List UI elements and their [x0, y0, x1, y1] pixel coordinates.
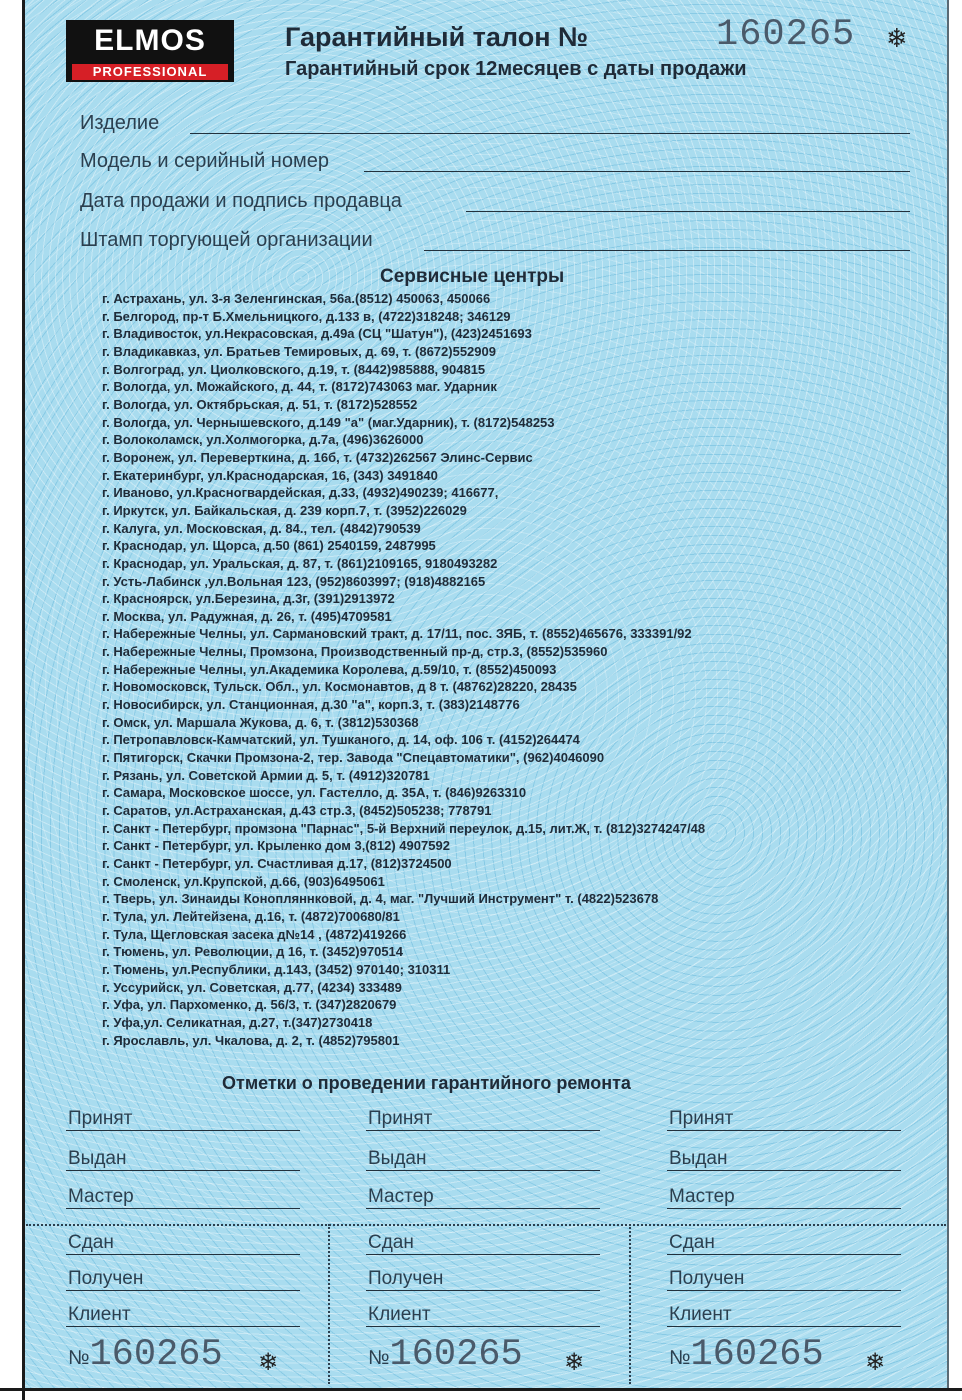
- received-label: Получен: [368, 1268, 444, 1289]
- accepted-label: Принят: [368, 1108, 433, 1129]
- tear-line-horizontal: [26, 1224, 946, 1226]
- service-center-item: г. Волоколамск, ул.Холмогорка, д.7а, (496)3626000: [102, 432, 424, 448]
- master-line[interactable]: [366, 1208, 600, 1209]
- accepted-line[interactable]: [366, 1130, 600, 1131]
- handed-line[interactable]: [366, 1254, 600, 1255]
- service-center-item: г. Омск, ул. Маршала Жукова, д. 6, т. (3812)530368: [102, 714, 419, 730]
- client-label: Клиент: [368, 1304, 431, 1325]
- service-center-item: г. Ярославль, ул. Чкалова, д. 2, т. (4852)795801: [102, 1032, 400, 1048]
- field-sale-label: Дата продажи и подпись продавца: [80, 190, 402, 212]
- card-edge-left: [22, 0, 25, 1400]
- card-number: 160265: [716, 14, 856, 56]
- service-center-item: г. Тверь, ул. Зинаиды Конопляннковой, д. 4, маг. "Лучший Инструмент" т. (4822)523678: [102, 891, 659, 907]
- repair-column-3: [667, 0, 907, 1400]
- service-center-item: г. Белгород, пр-т Б.Хмельницкого, д.133 в, (4722)318248; 346129: [102, 308, 511, 324]
- issued-line[interactable]: [667, 1170, 901, 1171]
- snowflake-icon: ❄: [886, 24, 908, 54]
- accepted-line[interactable]: [667, 1130, 901, 1131]
- service-center-item: г. Набережные Челны, ул.Академика Королева, д.59/10, т. (8552)450093: [102, 661, 557, 677]
- service-center-item: г. Новомосковск, Тульск. Обл., ул. Космонавтов, д 8 т. (48762)28220, 28435: [102, 679, 577, 695]
- service-center-item: г. Санкт - Петербург, ул. Счастливая д.17, (812)3724500: [102, 856, 452, 871]
- coupon-number-value: 160265: [89, 1334, 223, 1376]
- logo-sub: PROFESSIONAL: [72, 64, 228, 80]
- service-center-item: г. Тюмень, ул. Революции, д 16, т. (3452)970514: [102, 944, 404, 960]
- client-label: Клиент: [68, 1304, 131, 1325]
- client-line[interactable]: [667, 1326, 901, 1327]
- issued-line[interactable]: [366, 1170, 600, 1171]
- field-model-label: Модель и серийный номер: [80, 150, 329, 172]
- accepted-label: Принят: [68, 1108, 133, 1129]
- service-center-item: г. Вологда, ул. Можайского, д. 44, т. (8172)743063 маг. Ударник: [102, 379, 497, 395]
- received-label: Получен: [669, 1268, 745, 1289]
- handed-line[interactable]: [66, 1254, 300, 1255]
- number-prefix: №: [669, 1347, 691, 1369]
- handed-label: Сдан: [368, 1232, 414, 1253]
- service-center-item: г. Тула, ул. Лейтейзена, д.16, т. (4872)700680/81: [102, 908, 400, 924]
- coupon-number: [368, 1334, 523, 1376]
- service-center-item: г. Иваново, ул.Красногвардейская, д.33, (4932)490239; 416677,: [102, 485, 499, 501]
- coupon-number-value: 160265: [690, 1334, 824, 1376]
- service-center-item: г. Владивосток, ул.Некрасовская, д.49а (СЦ "Шатун"), (423)2451693: [102, 326, 532, 342]
- master-label: Мастер: [68, 1186, 134, 1207]
- service-center-item: г. Москва, ул. Радужная, д. 26, т. (495)4709581: [102, 608, 392, 624]
- service-center-item: г. Краснодар, ул. Щорса, д.50 (861) 2540159, 2487995: [102, 538, 436, 554]
- field-product-label: Изделие: [80, 112, 160, 134]
- received-line[interactable]: [667, 1290, 901, 1291]
- issued-label: Выдан: [669, 1148, 728, 1169]
- service-center-item: г. Красноярск, ул.Березина, д.3г, (391)2913972: [102, 591, 395, 607]
- snowflake-icon: ❄: [865, 1348, 886, 1376]
- card-subtitle: Гарантийный срок 12месяцев с даты продажи: [285, 58, 747, 80]
- service-center-item: г. Набережные Челны, ул. Сармановский тракт, д. 17/11, пос. ЗЯБ, т. (8552)465676, 333391/92: [102, 626, 692, 642]
- client-label: Клиент: [669, 1304, 732, 1325]
- handed-label: Сдан: [68, 1232, 114, 1253]
- service-center-item: г. Воронеж, ул. Переверткина, д. 16б, т. (4732)262567 Элинс-Сервис: [102, 449, 533, 465]
- received-line[interactable]: [66, 1290, 300, 1291]
- service-center-item: г. Вологда, ул. Октябрьская, д. 51, т. (8172)528552: [102, 396, 418, 412]
- master-line[interactable]: [667, 1208, 901, 1209]
- accepted-line[interactable]: [66, 1130, 300, 1131]
- card-title: Гарантийный талон №: [285, 22, 589, 52]
- service-center-item: г. Иркутск, ул. Байкальская, д. 239 корп.7, т. (3952)226029: [102, 502, 467, 518]
- number-prefix: №: [68, 1347, 90, 1369]
- service-center-item: г. Усть-Лабинск ,ул.Вольная 123, (952)8603997; (918)4882165: [102, 573, 486, 589]
- coupon-number: [669, 1334, 824, 1376]
- accepted-label: Принят: [669, 1108, 734, 1129]
- handed-line[interactable]: [667, 1254, 901, 1255]
- issued-label: Выдан: [368, 1148, 427, 1169]
- service-center-item: г. Астрахань, ул. 3-я Зеленгинская, 56а.(8512) 450063, 450066: [102, 291, 491, 306]
- card-edge-right: [947, 0, 949, 1388]
- service-centers-heading: Сервисные центры: [380, 266, 565, 287]
- service-center-item: г. Екатеринбург, ул.Краснодарская, 16, (343) 3491840: [102, 467, 438, 483]
- service-center-item: г. Смоленск, ул.Крупской, д.66, (903)6495061: [102, 873, 385, 889]
- tear-line-vertical: [629, 1224, 631, 1384]
- snowflake-icon: ❄: [258, 1348, 279, 1376]
- service-center-item: г. Уфа,ул. Селикатная, д.27, т.(347)2730418: [102, 1014, 373, 1030]
- repair-column-1: [66, 0, 306, 1400]
- service-center-item: г. Владикавказ, ул. Братьев Темировых, д. 69, т. (8672)552909: [102, 343, 496, 359]
- received-line[interactable]: [366, 1290, 600, 1291]
- logo-brand: ELMOS: [94, 24, 206, 57]
- handed-label: Сдан: [669, 1232, 715, 1253]
- service-center-item: г. Рязань, ул. Советской Армии д. 5, т. (4912)320781: [102, 767, 430, 783]
- service-center-item: г. Саратов, ул.Астраханская, д.43 стр.3, (8452)505238; 778791: [102, 803, 492, 819]
- number-prefix: №: [368, 1347, 390, 1369]
- service-center-item: г. Калуга, ул. Московская, д. 84., тел. (4842)790539: [102, 520, 421, 536]
- repair-column-2: [366, 0, 606, 1400]
- master-label: Мастер: [669, 1186, 735, 1207]
- service-center-item: г. Пятигорск, Скачки Промзона-2, тер. Завода "Спецавтоматики", (962)4046090: [102, 750, 605, 766]
- service-center-item: г. Тюмень, ул.Республики, д.143, (3452) 970140; 310311: [102, 961, 451, 977]
- service-center-item: г. Волгоград, ул. Циолковского, д.19, т. (8442)985888, 904815: [102, 361, 486, 377]
- service-center-item: г. Набережные Челны, Промзона, Производственный пр-д, стр.3, (8552)535960: [102, 644, 608, 660]
- client-line[interactable]: [66, 1326, 300, 1327]
- service-center-item: г. Тула, Щегловская засека д№14 , (4872)419266: [102, 926, 407, 942]
- service-center-item: г. Вологда, ул. Чернышевского, д.149 "а" (маг.Ударник), т. (8172)548253: [102, 414, 555, 430]
- master-label: Мастер: [368, 1186, 434, 1207]
- service-center-item: г. Санкт - Петербург, ул. Крыленко дом 3,(812) 4907592: [102, 838, 450, 854]
- service-center-item: г. Петропавловск-Камчатский, ул. Тушканого, д. 14, оф. 106 т. (4152)264474: [102, 732, 580, 748]
- coupon-number-value: 160265: [389, 1334, 523, 1376]
- received-label: Получен: [68, 1268, 144, 1289]
- issued-line[interactable]: [66, 1170, 300, 1171]
- issued-label: Выдан: [68, 1148, 127, 1169]
- service-center-item: г. Краснодар, ул. Уральская, д. 87, т. (861)2109165, 9180493282: [102, 555, 498, 571]
- field-stamp-label: Штамп торгующей организации: [80, 229, 373, 251]
- service-center-item: г. Санкт - Петербург, промзона "Парнас", 5-й Верхний переулок, д.15, лит.Ж, т. (812)3274247/48: [102, 820, 706, 836]
- service-center-item: г. Новосибирск, ул. Станционная, д.30 "а", корп.3, т. (383)2148776: [102, 697, 520, 713]
- service-center-item: г. Уфа, ул. Пархоменко, д. 56/3, т. (347)2820679: [102, 997, 397, 1013]
- service-center-item: г. Самара, Московское шоссе, ул. Гастелло, д. 35А, т. (846)9263310: [102, 785, 527, 801]
- repair-heading: Отметки о проведении гарантийного ремонта: [222, 1073, 631, 1093]
- snowflake-icon: ❄: [564, 1348, 585, 1376]
- client-line[interactable]: [366, 1326, 600, 1327]
- tear-line-vertical: [328, 1224, 330, 1384]
- service-center-item: г. Уссурийск, ул. Советская, д.77, (4234) 333489: [102, 979, 402, 995]
- coupon-number: [68, 1334, 223, 1376]
- master-line[interactable]: [66, 1208, 300, 1209]
